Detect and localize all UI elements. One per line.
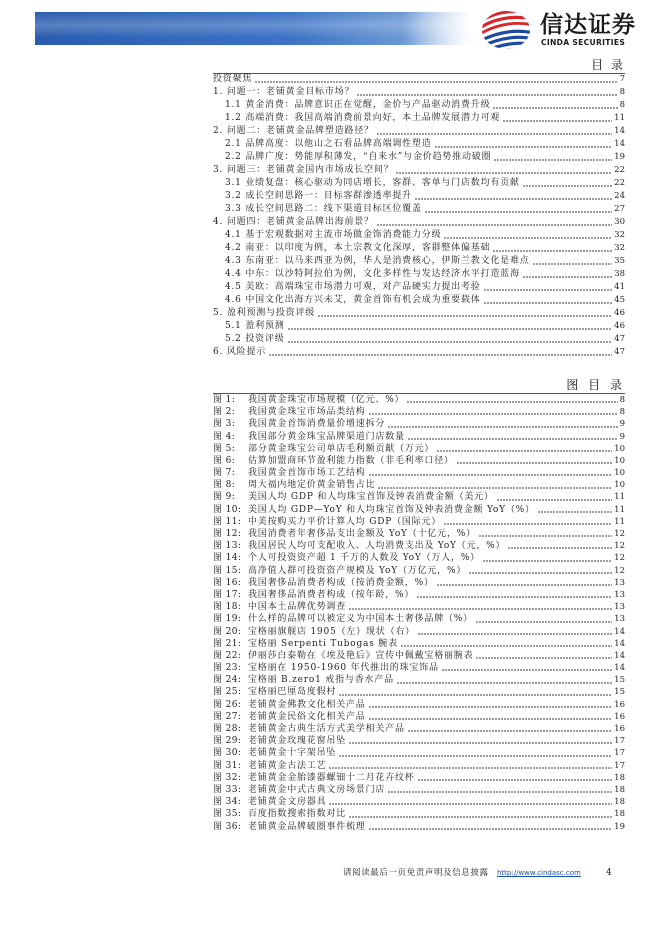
- leader-dots: [349, 816, 612, 818]
- figure-entry-number: 图 13:: [213, 541, 242, 552]
- page-number: 4: [606, 868, 612, 878]
- leader-dots: [417, 596, 612, 598]
- leader-dots: [494, 159, 612, 161]
- leader-dots: [418, 633, 612, 635]
- leader-dots: [523, 185, 612, 187]
- leader-dots: [401, 645, 612, 647]
- figure-entry[interactable]: [213, 784, 625, 796]
- figure-entry-title: 中美按购买力平价计算人均 GDP（国际元）: [248, 516, 442, 527]
- figure-entry-number: 图 22:: [213, 650, 242, 661]
- figure-entry-page: 18: [614, 809, 625, 820]
- toc-entry-title: 4.5 美欧：高端珠宝市场潜力可观，对产品硬实力提出考验: [225, 282, 481, 292]
- figure-entry-page: 9: [619, 419, 625, 430]
- leader-dots: [349, 608, 612, 610]
- figure-entry-title: 宝格丽巴厘岛度假村: [248, 687, 337, 698]
- toc-entry-page: 19: [614, 152, 625, 162]
- toc-entry-title: 2.1 品牌高度：以他山之石看品牌高端调性塑造: [225, 139, 432, 149]
- toc-entry-page: 35: [614, 256, 625, 266]
- leader-dots: [469, 572, 612, 574]
- toc-entry-page: 47: [614, 347, 625, 357]
- toc-entry[interactable]: [213, 242, 625, 255]
- toc-entry[interactable]: [213, 216, 625, 229]
- figure-entry-number: 图 30:: [213, 748, 242, 759]
- toc-entry-page: 38: [614, 269, 625, 279]
- figure-entry-title: 我国黄金珠宝市场品类结构: [248, 407, 366, 418]
- toc-entry[interactable]: [213, 229, 625, 242]
- figure-entry[interactable]: [213, 687, 625, 699]
- leader-dots: [288, 328, 613, 330]
- figure-entry-number: 图 36:: [213, 821, 242, 832]
- figure-entry[interactable]: [213, 516, 625, 528]
- figure-entry-number: 图 3:: [213, 419, 236, 430]
- brand-name: 信达证券: [540, 12, 636, 38]
- toc-entry-title: 5. 盈利预测与投资评级: [213, 308, 316, 318]
- toc-entry-title: 1. 问题一：老铺黄金目标市场？: [213, 87, 355, 97]
- figure-entry-page: 13: [614, 589, 625, 600]
- toc-entry[interactable]: [213, 255, 625, 268]
- figure-entry-page: 11: [614, 504, 625, 515]
- figure-entry-number: 图 8:: [213, 480, 236, 491]
- figure-entry-title: 百度指数搜索指数对比: [248, 809, 347, 820]
- toc-entry[interactable]: [213, 73, 625, 86]
- toc-entry-title: 5.1 盈利预测: [225, 321, 285, 331]
- toc-entry[interactable]: [213, 294, 625, 307]
- figure-entry-title: 老铺黄金文房器具: [248, 797, 327, 808]
- leader-dots: [523, 276, 612, 278]
- header-banner: [35, 12, 472, 45]
- leader-dots: [408, 438, 618, 440]
- figure-entry-page: 9: [619, 431, 625, 442]
- figure-entry[interactable]: [213, 589, 625, 601]
- figure-entry-page: 16: [614, 699, 625, 710]
- leader-dots: [479, 535, 612, 537]
- leader-dots: [476, 621, 612, 623]
- figure-index-title: 图 目 录: [566, 378, 625, 392]
- figure-index-list: [213, 394, 625, 833]
- leader-dots: [397, 682, 612, 684]
- leader-dots: [255, 81, 617, 83]
- figure-entry-page: 18: [614, 784, 625, 795]
- figure-entry-title: 宝格丽 B.zero1 戒指与香水产品: [248, 675, 394, 686]
- figure-entry[interactable]: [213, 443, 625, 455]
- toc-entry-title: 4.3 东南亚：以马来西亚为例，华人是消费核心，伊斯兰教文化是难点: [225, 256, 530, 266]
- leader-dots: [318, 315, 612, 317]
- figure-entry-number: 图 2:: [213, 407, 236, 418]
- figure-entry-title: 美国人均 GDP—YoY 和人均珠宝首饰及钟表消费金额 YoY（%）: [248, 504, 535, 515]
- toc-entry[interactable]: [213, 138, 625, 151]
- leader-dots: [369, 474, 613, 476]
- toc-entry[interactable]: [213, 346, 625, 359]
- figure-entry[interactable]: [213, 723, 625, 735]
- figure-entry[interactable]: [213, 796, 625, 808]
- figure-entry-number: 图 15:: [213, 565, 242, 576]
- figure-entry-title: 我国黄金珠宝市场规模（亿元、%）: [248, 394, 405, 405]
- leader-dots: [369, 828, 613, 830]
- figure-entry-number: 图 21:: [213, 638, 242, 649]
- toc-entry-page: 24: [614, 191, 625, 201]
- toc-entry-page: 14: [614, 139, 625, 149]
- leader-dots: [377, 224, 612, 226]
- toc-entry[interactable]: [213, 268, 625, 281]
- figure-entry[interactable]: [213, 406, 625, 418]
- figure-entry-number: 图 35:: [213, 809, 242, 820]
- toc-entry-page: 14: [614, 126, 625, 136]
- toc-entry-page: 30: [614, 217, 625, 227]
- leader-dots: [396, 172, 612, 174]
- leader-dots: [497, 499, 612, 501]
- figure-entry-number: 图 27:: [213, 711, 242, 722]
- toc-list: [213, 73, 625, 359]
- figure-entry[interactable]: [213, 626, 625, 638]
- leader-dots: [444, 523, 612, 525]
- figure-entry-number: 图 10:: [213, 504, 242, 515]
- figure-entry[interactable]: [213, 650, 625, 662]
- toc-entry[interactable]: [213, 190, 625, 203]
- figure-entry-page: 17: [614, 736, 625, 747]
- figure-entry-page: 12: [614, 553, 625, 564]
- figure-entry-title: 中国本土品牌优势调查: [248, 602, 347, 613]
- toc-entry-page: 47: [614, 334, 625, 344]
- figure-entry-title: 我国居民人均可支配收入、人均消费支出及 YoY（元，%）: [248, 541, 506, 552]
- figure-entry-title: 我国黄金首饰消费量价增速拆分: [248, 419, 386, 430]
- figure-entry-title: 个人可投资资产超 1 千万的人数及 YoY（万人，%）: [248, 553, 480, 564]
- toc-entry-title: 3. 问题三：老铺黄金国内市场成长空间？: [213, 165, 394, 175]
- toc-entry[interactable]: [213, 203, 625, 216]
- toc-entry-page: 46: [614, 321, 625, 331]
- figure-entry-page: 15: [614, 687, 625, 698]
- figure-entry[interactable]: [213, 418, 625, 430]
- figure-entry[interactable]: [213, 467, 625, 479]
- toc-entry-page: 22: [614, 178, 625, 188]
- figure-entry[interactable]: [213, 577, 625, 589]
- figure-entry-number: 图 23:: [213, 663, 242, 674]
- toc-entry-title: 3.3 成长空间思路二：线下渠道目标区位覆盖: [225, 204, 422, 214]
- figure-entry-number: 图 20:: [213, 626, 242, 637]
- figure-entry[interactable]: [213, 613, 625, 625]
- figure-entry-title: 周大福内地定价黄金销售占比: [248, 480, 376, 491]
- figure-entry-number: 图 16:: [213, 577, 242, 588]
- figure-entry-title: 老铺黄金十字架吊坠: [248, 748, 337, 759]
- leader-dots: [493, 250, 612, 252]
- toc-entry-page: 11: [614, 113, 625, 123]
- leader-dots: [369, 413, 618, 415]
- footer-disclaimer: 请阅读最后一页免责声明及信息披露: [343, 868, 489, 878]
- figure-entry[interactable]: [213, 772, 625, 784]
- figure-entry[interactable]: [213, 552, 625, 564]
- figure-entry-number: 图 28:: [213, 724, 242, 735]
- figure-entry-page: 13: [614, 577, 625, 588]
- figure-entry-title: 老铺黄金金胎漆器螺钿十二月花卉纹杯: [248, 772, 415, 783]
- figure-entry-page: 19: [614, 821, 625, 832]
- figure-entry[interactable]: [213, 808, 625, 820]
- figure-entry-page: 10: [614, 443, 625, 454]
- leader-dots: [288, 341, 613, 343]
- leader-dots: [415, 198, 612, 200]
- leader-dots: [418, 779, 613, 781]
- figure-entry-number: 图 5:: [213, 443, 236, 454]
- figure-entry-page: 12: [614, 565, 625, 576]
- figure-entry-page: 14: [614, 638, 625, 649]
- figure-entry-number: 图 26:: [213, 699, 242, 710]
- leader-dots: [357, 94, 617, 96]
- figure-entry-number: 图 32:: [213, 772, 242, 783]
- figure-entry-page: 16: [614, 724, 625, 735]
- toc-entry-page: 7: [619, 74, 625, 84]
- toc-entry[interactable]: [213, 164, 625, 177]
- figure-entry-title: 我国黄金首饰市场工艺结构: [248, 468, 366, 479]
- leader-dots: [493, 107, 617, 109]
- figure-entry-title: 伊丽莎白泰勒在《埃及艳后》宣传中佩戴宝格丽腕表: [248, 650, 474, 661]
- figure-entry-title: 我国消费者年奢侈品支出金额及 YoY（十亿元，%）: [248, 529, 476, 540]
- toc-entry-title: 4.1 基于宏观数据对主流市场做金饰消费能力分级: [225, 230, 442, 240]
- figure-entry[interactable]: [213, 699, 625, 711]
- figure-entry-page: 18: [614, 797, 625, 808]
- figure-entry[interactable]: [213, 565, 625, 577]
- figure-entry-page: 16: [614, 711, 625, 722]
- leader-dots: [457, 462, 612, 464]
- toc-entry-page: 45: [614, 295, 625, 305]
- figure-entry-title: 宝格丽在 1950-1960 年代推出的珠宝饰品: [248, 663, 439, 674]
- brand-name-en: CINDA SECURITIES: [541, 38, 626, 47]
- figure-entry-page: 12: [614, 529, 625, 540]
- figure-entry-number: 图 25:: [213, 687, 242, 698]
- toc-title: 目 录: [591, 58, 625, 72]
- figure-entry-title: 我国部分黄金珠宝品牌渠道门店数量: [248, 431, 405, 442]
- figure-entry-title: 宝格丽 Serpenti Tubogas 腕表: [248, 638, 398, 649]
- leader-dots: [329, 767, 612, 769]
- toc-entry-title: 4.2 南亚：以印度为例，本土宗教文化深厚，客群整体偏基础: [225, 243, 491, 253]
- figure-entry-page: 8: [619, 407, 625, 418]
- toc-entry-title: 3.2 成长空间思路一：目标客群渗透率提升: [225, 191, 412, 201]
- figure-entry-page: 14: [614, 626, 625, 637]
- figure-entry-number: 图 17:: [213, 589, 242, 600]
- toc-entry-title: 5.2 投资评级: [225, 334, 285, 344]
- leader-dots: [538, 511, 612, 513]
- figure-entry-page: 10: [614, 455, 625, 466]
- figure-entry[interactable]: [213, 674, 625, 686]
- figure-entry[interactable]: [213, 455, 625, 467]
- toc-entry[interactable]: [213, 151, 625, 164]
- figure-entry-title: 老铺黄金古典生活方式美学相关产品: [248, 724, 405, 735]
- figure-entry-page: 14: [614, 663, 625, 674]
- figure-entry-number: 图 34:: [213, 797, 242, 808]
- figure-entry-number: 图 19:: [213, 614, 242, 625]
- toc-entry[interactable]: [213, 86, 625, 99]
- figure-entry[interactable]: [213, 662, 625, 674]
- figure-entry-title: 老铺黄金品牌破圈事件梳理: [248, 821, 366, 832]
- figure-entry-title: 部分黄金珠宝公司单店毛利额贡献（万元）: [248, 443, 435, 454]
- toc-entry-page: 27: [614, 204, 625, 214]
- figure-entry[interactable]: [213, 747, 625, 759]
- leader-dots: [269, 354, 612, 356]
- toc-entry[interactable]: [213, 333, 625, 346]
- figure-entry-title: 我国奢侈品消费者构成（按年龄，%）: [248, 589, 415, 600]
- toc-entry-title: 3.1 业绩复盘：核心驱动为同店增长，客群、客单与门店数均有贡献: [225, 178, 520, 188]
- figure-entry-page: 14: [614, 650, 625, 661]
- figure-entry[interactable]: [213, 760, 625, 772]
- figure-entry-page: 10: [614, 480, 625, 491]
- figure-entry-page: 13: [614, 614, 625, 625]
- figure-entry-number: 图 11:: [213, 516, 242, 527]
- leader-dots: [388, 426, 617, 428]
- leader-dots: [349, 742, 612, 744]
- toc-entry[interactable]: [213, 112, 625, 125]
- leader-dots: [408, 730, 612, 732]
- leader-dots: [483, 560, 612, 562]
- figure-entry-page: 8: [619, 394, 625, 405]
- figure-entry-title: 高净值人群可投资资产规模及 YoY（万亿元，%）: [248, 565, 467, 576]
- leader-dots: [503, 120, 612, 122]
- figure-entry[interactable]: [213, 735, 625, 747]
- toc-entry[interactable]: [213, 177, 625, 190]
- figure-entry[interactable]: [213, 431, 625, 443]
- leader-dots: [425, 211, 612, 213]
- figure-entry-title: 老铺黄金古法工艺: [248, 760, 327, 771]
- leader-dots: [508, 547, 612, 549]
- leader-dots: [484, 302, 613, 304]
- figure-entry-number: 图 18:: [213, 602, 242, 613]
- figure-entry[interactable]: [213, 492, 625, 504]
- toc-entry-title: 4.4 中东：以沙特阿拉伯为例，文化多样性与发达经济水平打造蓝海: [225, 269, 520, 279]
- toc-entry[interactable]: [213, 125, 625, 138]
- toc-entry[interactable]: [213, 281, 625, 294]
- figure-entry-title: 我国奢侈品消费者构成（按消费金额，%）: [248, 577, 434, 588]
- toc-entry[interactable]: [213, 307, 625, 320]
- figure-entry[interactable]: [213, 394, 625, 406]
- toc-entry-title: 1.2 高端消费：我国高端消费前景向好，本土品牌发展潜力可观: [225, 113, 501, 123]
- figure-entry[interactable]: [213, 638, 625, 650]
- leader-dots: [369, 718, 613, 720]
- figure-entry-page: 15: [614, 675, 625, 686]
- toc-entry-title: 4.6 中国文化出海方兴未艾，黄金首饰有机会成为重要载体: [225, 295, 481, 305]
- cinda-globe-icon: [476, 9, 536, 51]
- toc-entry-title: 2.2 品牌广度：势能厚积薄发，“自来水”与金价趋势推动破圈: [225, 152, 492, 162]
- leader-dots: [388, 791, 612, 793]
- figure-entry-title: 宝格丽旗舰店 1905（左）现状（右）: [248, 626, 415, 637]
- figure-entry-page: 13: [614, 602, 625, 613]
- leader-dots: [378, 487, 612, 489]
- figure-entry[interactable]: [213, 528, 625, 540]
- toc-entry-page: 41: [614, 282, 625, 292]
- leader-dots: [437, 450, 612, 452]
- leader-dots: [339, 755, 612, 757]
- figure-entry-page: 18: [614, 772, 625, 783]
- figure-entry-number: 图 6:: [213, 455, 236, 466]
- toc-entry-page: 8: [619, 100, 625, 110]
- toc-entry-title: 投资聚焦: [213, 74, 253, 84]
- leader-dots: [533, 263, 613, 265]
- toc-entry-page: 32: [614, 230, 625, 240]
- figure-entry[interactable]: [213, 540, 625, 552]
- toc-entry-page: 32: [614, 243, 625, 253]
- figure-entry-title: 估算加盟商环节盈利能力指数（非毛利率口径）: [248, 455, 454, 466]
- figure-entry-title: 美国人均 GDP 和人均珠宝首饰及钟表消费金额（美元）: [248, 492, 494, 503]
- figure-entry-page: 11: [614, 516, 625, 527]
- leader-dots: [476, 657, 612, 659]
- figure-entry-number: 图 33:: [213, 784, 242, 795]
- figure-entry[interactable]: [213, 821, 625, 833]
- leader-dots: [435, 146, 613, 148]
- figure-entry-title: 什么样的品牌可以被定义为中国本土奢侈品牌（%）: [248, 614, 473, 625]
- toc-entry[interactable]: [213, 320, 625, 333]
- leader-dots: [329, 803, 612, 805]
- figure-entry-page: 10: [614, 468, 625, 479]
- leader-dots: [369, 706, 613, 708]
- toc-entry-title: 6. 风险提示: [213, 347, 267, 357]
- figure-entry[interactable]: [213, 711, 625, 723]
- figure-entry[interactable]: [213, 479, 625, 491]
- leader-dots: [442, 669, 612, 671]
- leader-dots: [437, 584, 612, 586]
- figure-entry[interactable]: [213, 601, 625, 613]
- toc-entry[interactable]: [213, 99, 625, 112]
- toc-entry-page: 46: [614, 308, 625, 318]
- figure-entry-page: 12: [614, 541, 625, 552]
- figure-entry-title: 老铺黄金中式古典文房场景门店: [248, 784, 386, 795]
- footer-website-link[interactable]: http://www.cindasc.com: [497, 869, 581, 877]
- figure-entry-number: 图 29:: [213, 736, 242, 747]
- figure-entry-title: 老铺黄金民俗文化相关产品: [248, 711, 366, 722]
- leader-dots: [407, 401, 617, 403]
- toc-entry-page: 8: [619, 87, 625, 97]
- toc-entry-title: 2. 问题二：老铺黄金品牌塑造路径？: [213, 126, 374, 136]
- figure-entry[interactable]: [213, 504, 625, 516]
- figure-entry-page: 17: [614, 748, 625, 759]
- figure-entry-number: 图 7:: [213, 468, 236, 479]
- toc-entry-title: 4. 问题四：老铺黄金品牌出海前景？: [213, 217, 374, 227]
- figure-entry-page: 11: [614, 492, 625, 503]
- figure-entry-page: 17: [614, 760, 625, 771]
- leader-dots: [339, 694, 612, 696]
- leader-dots: [484, 289, 613, 291]
- figure-entry-number: 图 12:: [213, 529, 242, 540]
- figure-entry-number: 图 31:: [213, 760, 242, 771]
- figure-entry-number: 图 9:: [213, 492, 236, 503]
- figure-entry-title: 老铺黄金佛教文化相关产品: [248, 699, 366, 710]
- figure-entry-number: 图 4:: [213, 431, 236, 442]
- figure-entry-number: 图 14:: [213, 553, 242, 564]
- figure-entry-number: 图 24:: [213, 675, 242, 686]
- toc-entry-page: 22: [614, 165, 625, 175]
- figure-entry-number: 图 1:: [213, 394, 236, 405]
- leader-dots: [377, 133, 612, 135]
- figure-entry-title: 老铺黄金玫瑰花窗吊坠: [248, 736, 347, 747]
- toc-entry-title: 1.1 黄金消费：品牌意识正在觉醒，金价与产品驱动消费升级: [225, 100, 491, 110]
- leader-dots: [444, 237, 612, 239]
